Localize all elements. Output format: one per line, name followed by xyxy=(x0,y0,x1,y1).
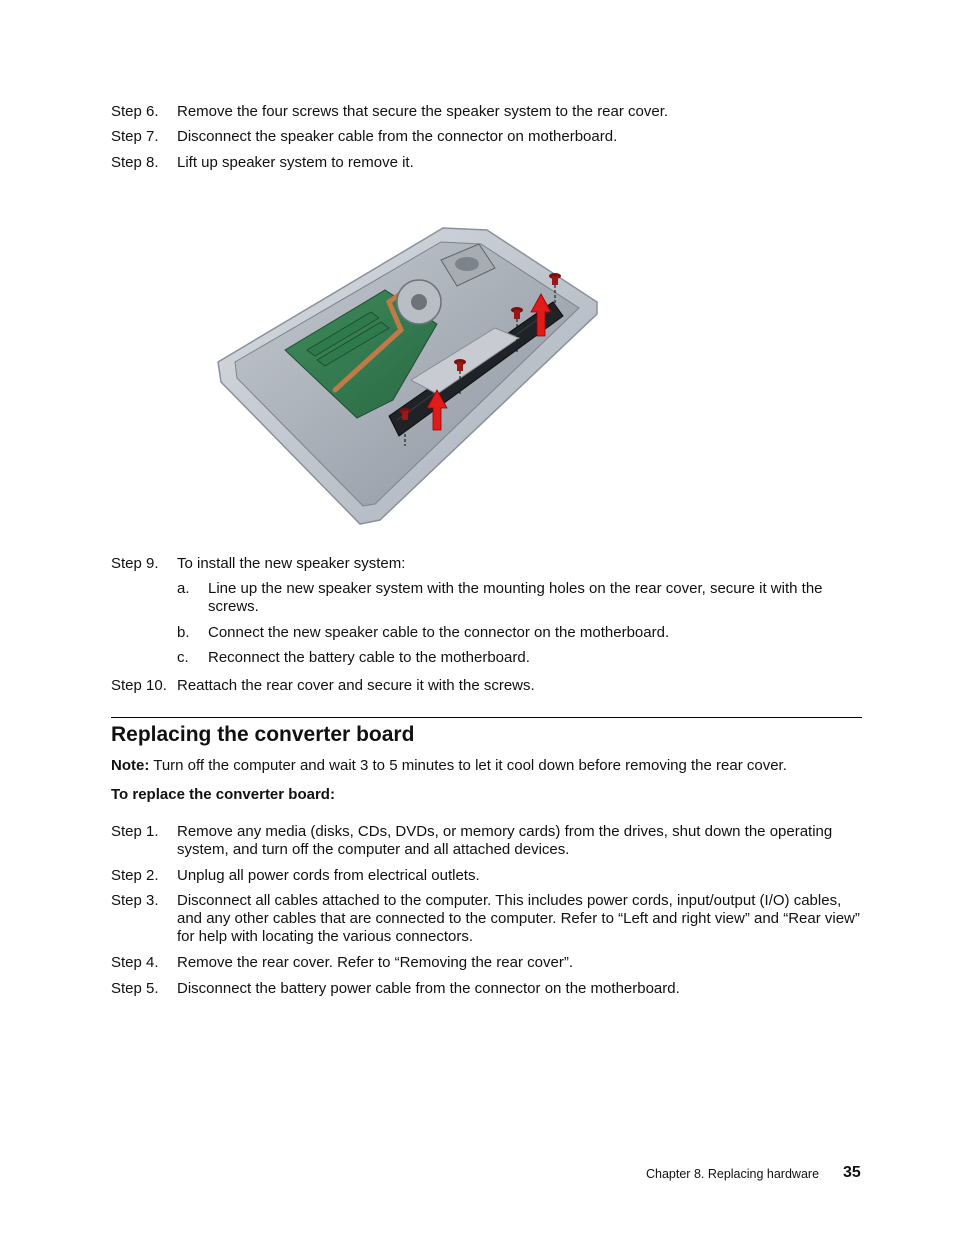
note-text: Turn off the computer and wait 3 to 5 minutes to let it cool down before removing the rear cover. xyxy=(149,757,787,774)
section-divider xyxy=(111,717,862,718)
step-number: Step 2. xyxy=(111,867,159,884)
substep-text: Reconnect the battery cable to the motherboard. xyxy=(208,649,530,666)
step-text: Remove the rear cover. Refer to “Removing the rear cover”. xyxy=(177,954,573,971)
page-number: 35 xyxy=(843,1164,861,1181)
step-number: Step 3. xyxy=(111,892,159,909)
speaker-removal-illustration xyxy=(175,190,615,540)
substep-letter: b. xyxy=(177,624,190,641)
substep-letter: a. xyxy=(177,580,190,597)
step-number: Step 5. xyxy=(111,980,159,997)
note-paragraph xyxy=(111,757,787,775)
section-heading: Replacing the converter board xyxy=(111,723,415,746)
step-number: Step 8. xyxy=(111,154,159,171)
step-text: To install the new speaker system: xyxy=(177,555,406,572)
substep-letter: c. xyxy=(177,649,189,666)
step-text: Remove the four screws that secure the speaker system to the rear cover. xyxy=(177,103,669,120)
footer-chapter-label: Chapter 8. Replacing hardware xyxy=(646,1167,820,1181)
step-text: Disconnect the battery power cable from the connector on the motherboard. xyxy=(177,980,680,997)
step-number: Step 4. xyxy=(111,954,159,971)
step-number: Step 9. xyxy=(111,555,159,572)
step-number: Step 1. xyxy=(111,823,159,840)
note-label: Note: xyxy=(111,757,150,774)
step-number: Step 10. xyxy=(111,677,167,694)
substep-text: Line up the new speaker system with the mounting holes on the rear cover, secure it with the screws. xyxy=(208,580,823,615)
step-number: Step 7. xyxy=(111,128,159,145)
step-text: Lift up speaker system to remove it. xyxy=(177,154,414,171)
step-text: Disconnect the speaker cable from the connector on motherboard. xyxy=(177,128,618,145)
procedure-heading: To replace the converter board: xyxy=(111,786,335,803)
step-text: Remove any media (disks, CDs, DVDs, or memory cards) from the drives, shut down the operating system, and turn off the computer and all attached devices. xyxy=(177,823,833,858)
step-text: Disconnect all cables attached to the computer. This includes power cords, input/output (I/O) cables, and any other cables that are connected to the computer. Refer to “Left and right view” and “Rear view” for help with locating the various connectors. xyxy=(177,892,860,945)
step-number: Step 6. xyxy=(111,103,159,120)
substep-text: Connect the new speaker cable to the connector on the motherboard. xyxy=(208,624,670,641)
step-text: Unplug all power cords from electrical outlets. xyxy=(177,867,480,884)
step-text: Reattach the rear cover and secure it with the screws. xyxy=(177,677,535,694)
